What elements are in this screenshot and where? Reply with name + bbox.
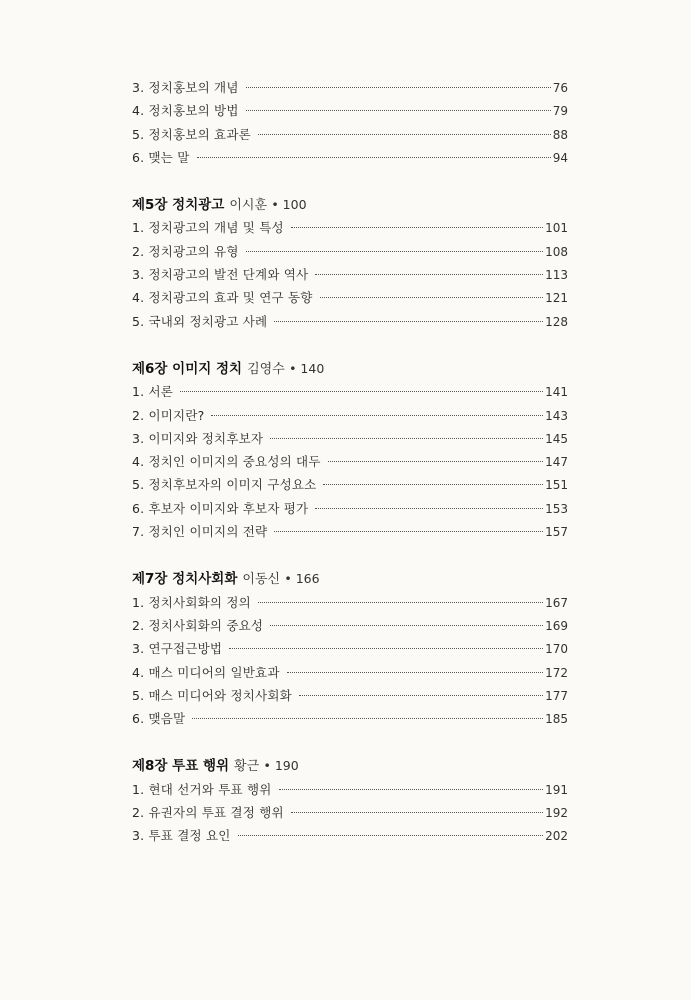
chapter-heading[interactable]	[132, 193, 568, 216]
entry-label: 3. 연구접근방법	[132, 641, 223, 657]
dot-leader	[287, 672, 543, 673]
dot-leader	[211, 415, 543, 416]
dot-leader	[320, 297, 544, 298]
chapter-heading[interactable]	[132, 567, 568, 590]
dot-leader	[328, 461, 543, 462]
toc-entry[interactable]	[132, 637, 568, 660]
toc-entry[interactable]	[132, 824, 568, 847]
entry-label: 1. 현대 선거와 투표 행위	[132, 781, 272, 797]
toc-entry[interactable]	[132, 380, 568, 403]
entry-label: 2. 이미지란?	[132, 407, 205, 423]
toc-entry[interactable]	[132, 286, 568, 309]
dot-leader	[270, 438, 543, 439]
chapter-title: 제7장 정치사회화	[132, 571, 238, 588]
entry-label: 6. 맺는 말	[132, 149, 190, 165]
dot-leader	[323, 484, 543, 485]
dot-leader	[246, 87, 551, 88]
chapter-heading[interactable]	[132, 357, 568, 380]
entry-page: 145	[545, 431, 568, 446]
dot-leader	[258, 134, 551, 135]
chapter-page: • 166	[284, 571, 320, 587]
chapter-page: • 100	[271, 197, 307, 213]
dot-leader	[315, 508, 543, 509]
entry-page: 177	[545, 688, 568, 703]
entry-label: 3. 투표 결정 요인	[132, 828, 231, 844]
entry-label: 2. 정치사회화의 중요성	[132, 617, 264, 633]
chapter-title: 제5장 정치광고	[132, 197, 225, 214]
entry-page: 108	[545, 244, 568, 259]
chapter-author: 이시훈	[229, 198, 268, 214]
entry-page: 191	[545, 782, 568, 797]
chapter-author: 황근	[234, 759, 260, 775]
entry-label: 5. 정치후보자의 이미지 구성요소	[132, 477, 317, 493]
entry-label: 7. 정치인 이미지의 전략	[132, 524, 268, 540]
entry-page: 157	[545, 525, 568, 540]
dot-leader	[291, 227, 543, 228]
entry-label: 1. 서론	[132, 384, 174, 400]
toc-entry[interactable]	[132, 497, 568, 520]
chapter-title: 제8장 투표 행위	[132, 758, 230, 775]
toc-entry[interactable]	[132, 778, 568, 801]
entry-page: 170	[545, 642, 568, 657]
section-gap	[132, 730, 568, 754]
entry-page: 169	[545, 618, 568, 633]
entry-label: 1. 정치사회화의 정의	[132, 594, 251, 610]
dot-leader	[315, 274, 543, 275]
toc-section	[132, 76, 568, 169]
toc-section-ch5	[132, 193, 568, 333]
dot-leader	[270, 625, 543, 626]
toc-entry[interactable]	[132, 707, 568, 730]
toc-entry[interactable]	[132, 801, 568, 824]
dot-leader	[274, 531, 543, 532]
section-gap	[132, 333, 568, 357]
entry-page: 79	[552, 104, 568, 119]
entry-label: 4. 정치광고의 효과 및 연구 동향	[132, 290, 313, 306]
dot-leader	[246, 110, 551, 111]
entry-label: 3. 정치광고의 발전 단계와 역사	[132, 267, 309, 283]
entry-page: 88	[552, 127, 568, 142]
dot-leader	[229, 648, 543, 649]
dot-leader	[279, 789, 544, 790]
toc-section-ch6	[132, 357, 568, 543]
chapter-page: • 140	[289, 360, 325, 376]
toc-section-ch7	[132, 567, 568, 730]
toc-section-ch8	[132, 754, 568, 847]
entry-label: 3. 이미지와 정치후보자	[132, 430, 264, 446]
toc-entry[interactable]	[132, 684, 568, 707]
entry-page: 141	[545, 385, 568, 400]
dot-leader	[192, 718, 543, 719]
toc-entry[interactable]	[132, 310, 568, 333]
chapter-author: 이동신	[242, 572, 281, 588]
dot-leader	[299, 695, 543, 696]
toc-entry[interactable]	[132, 216, 568, 239]
entry-page: 172	[545, 665, 568, 680]
section-gap	[132, 543, 568, 567]
entry-page: 121	[545, 291, 568, 306]
entry-page: 185	[545, 712, 568, 727]
entry-label: 6. 맺음말	[132, 711, 186, 727]
entry-page: 101	[545, 221, 568, 236]
chapter-heading[interactable]	[132, 754, 568, 777]
entry-label: 1. 정치광고의 개념 및 특성	[132, 220, 284, 236]
toc-entry[interactable]	[132, 99, 568, 122]
entry-label: 4. 정치홍보의 방법	[132, 103, 239, 119]
toc-entry[interactable]	[132, 263, 568, 286]
dot-leader	[258, 602, 543, 603]
toc-page	[132, 76, 568, 848]
toc-entry[interactable]	[132, 661, 568, 684]
entry-page: 167	[545, 595, 568, 610]
entry-label: 5. 국내외 정치광고 사례	[132, 313, 268, 329]
dot-leader	[238, 835, 544, 836]
entry-page: 94	[552, 150, 568, 165]
chapter-author: 김영수	[247, 361, 285, 377]
entry-label: 3. 정치홍보의 개념	[132, 80, 239, 95]
toc-entry[interactable]	[132, 614, 568, 637]
toc-entry[interactable]	[132, 123, 568, 146]
entry-label: 4. 정치인 이미지의 중요성의 대두	[132, 454, 321, 470]
entry-page: 147	[545, 455, 568, 470]
entry-label: 5. 매스 미디어와 정치사회화	[132, 687, 292, 703]
entry-page: 113	[545, 268, 568, 283]
chapter-page: • 190	[263, 758, 299, 774]
entry-page: 143	[545, 408, 568, 423]
entry-page: 76	[552, 81, 568, 95]
toc-entry[interactable]	[132, 450, 568, 473]
entry-page: 151	[545, 478, 568, 493]
entry-page: 128	[545, 314, 568, 329]
toc-entry[interactable]	[132, 520, 568, 543]
entry-label: 4. 매스 미디어의 일반효과	[132, 664, 280, 680]
dot-leader	[274, 321, 543, 322]
toc-entry[interactable]	[132, 591, 568, 614]
dot-leader	[197, 157, 551, 158]
entry-page: 202	[545, 829, 568, 844]
toc-entry[interactable]	[132, 427, 568, 450]
entry-page: 192	[545, 806, 568, 821]
entry-label: 2. 유권자의 투표 결정 행위	[132, 805, 284, 821]
entry-page: 153	[545, 501, 568, 516]
toc-entry[interactable]	[132, 404, 568, 427]
chapter-title: 제6장 이미지 정치	[132, 360, 243, 377]
entry-label: 5. 정치홍보의 효과론	[132, 126, 251, 142]
toc-entry[interactable]	[132, 146, 568, 169]
toc-entry[interactable]	[132, 240, 568, 263]
toc-entry[interactable]	[132, 473, 568, 496]
dot-leader	[246, 251, 543, 252]
entry-label: 2. 정치광고의 유형	[132, 243, 239, 259]
section-gap	[132, 169, 568, 193]
entry-label: 6. 후보자 이미지와 후보자 평가	[132, 500, 309, 516]
dot-leader	[291, 812, 543, 813]
dot-leader	[180, 391, 543, 392]
toc-entry[interactable]	[132, 76, 568, 99]
